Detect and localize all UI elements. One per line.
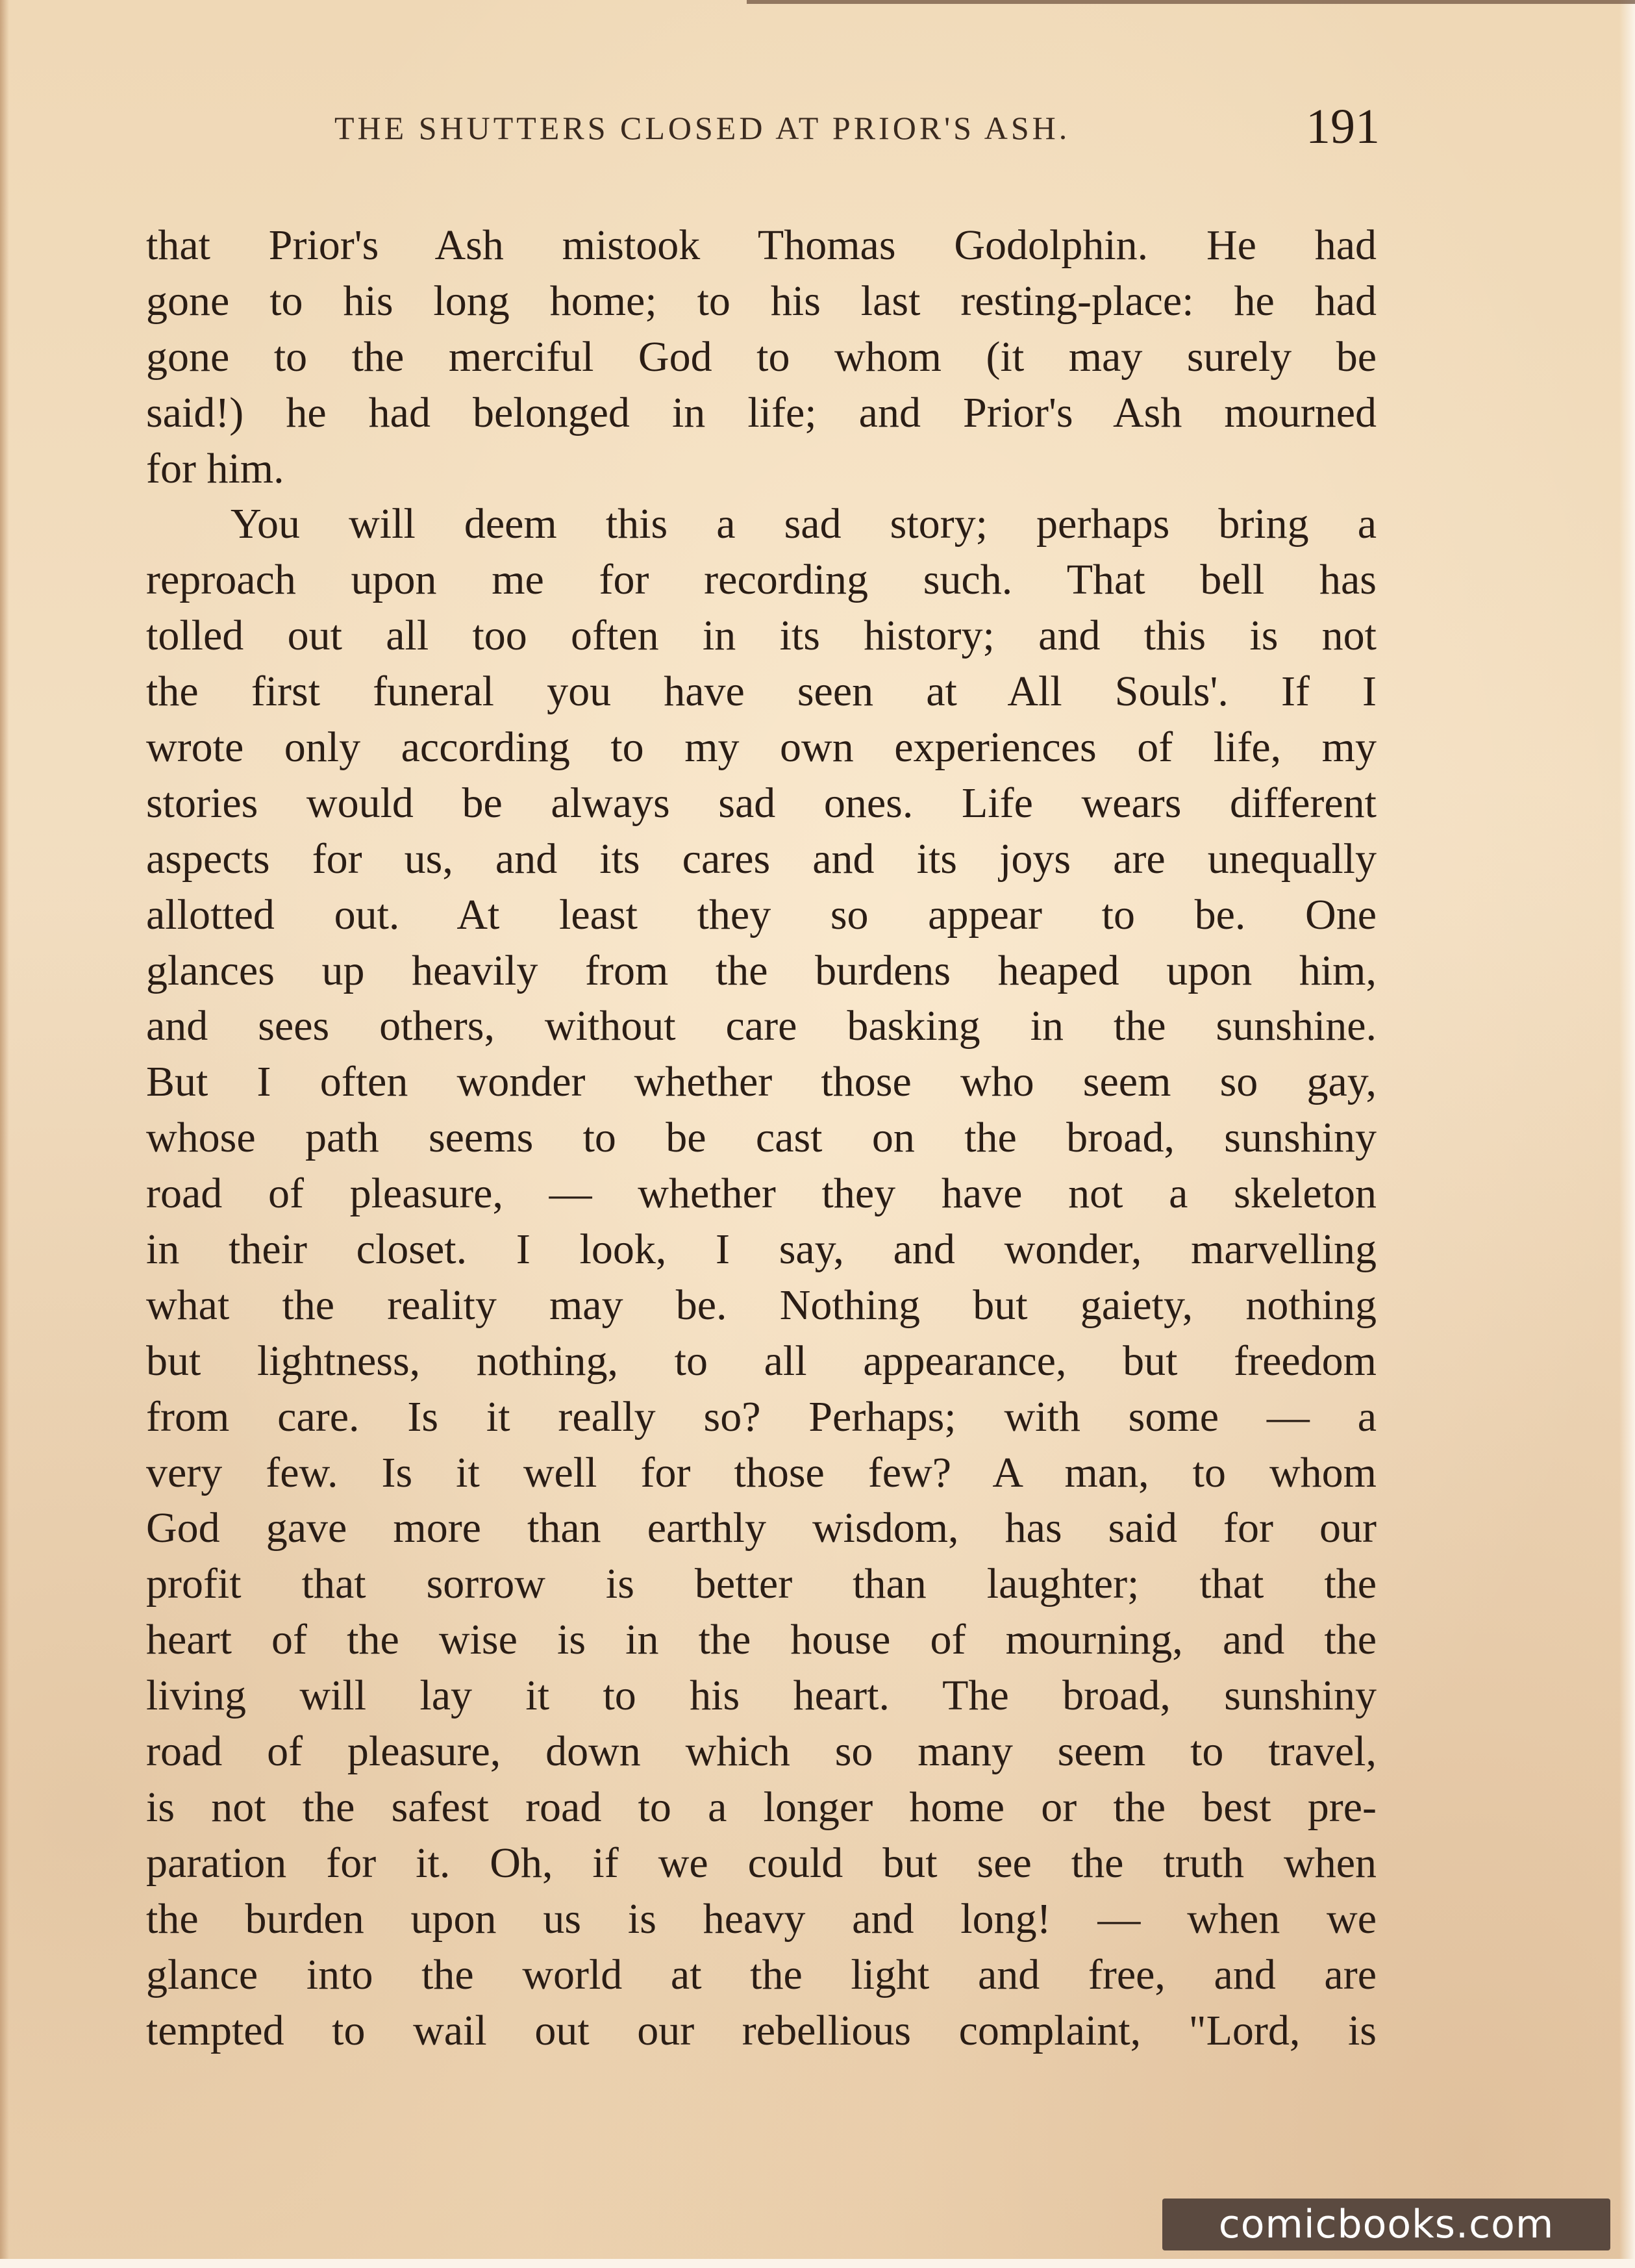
text-line: God gave more than earthly wisdom, has said for our [146,1504,1377,1552]
text-line: the first funeral you have seen at All Souls'. If I [146,668,1377,716]
paragraph-start-line: You will deem this a sad story; perhaps bring a [231,500,1377,548]
text-line: gone to the merciful God to whom (it may surely be [146,333,1377,381]
site-watermark: comicbooks.com [1162,2199,1610,2250]
text-line: tempted to wail out our rebellious complaint, "Lord, is [146,2006,1377,2054]
text-line: glance into the world at the light and free, and are [146,1950,1377,1998]
text-line: wrote only according to my own experiences of life, my [146,724,1377,772]
text-line: tolled out all too often in its history; and this is not [146,612,1377,660]
page-edge-shadow [0,0,9,2268]
text-line: stories would be always sad ones. Life wears different [146,779,1377,827]
page-number: 191 [1306,99,1380,154]
text-line: heart of the wise is in the house of mourning, and the [146,1616,1377,1664]
page-edge-margin [1619,0,1635,2268]
text-line: and sees others, without care basking in the sunshine. [146,1002,1377,1050]
text-line: in their closet. I look, I say, and wonder, marvelling [146,1226,1377,1274]
text-line: profit that sorrow is better than laughter; that the [146,1560,1377,1608]
page-edge-bottom [0,2259,1635,2268]
text-line: reproach upon me for recording such. That bell has [146,556,1377,604]
text-line: gone to his long home; to his last resting-place: he had [146,277,1377,325]
text-line: road of pleasure, down which so many seem to travel, [146,1728,1377,1776]
text-line: allotted out. At least they so appear to be. One [146,890,1377,939]
text-line: paration for it. Oh, if we could but see the truth when [146,1839,1377,1887]
text-line: from care. Is it really so? Perhaps; with some — a [146,1392,1377,1441]
top-rule [747,0,1635,4]
text-line: But I often wonder whether those who seem so gay, [146,1058,1377,1106]
body-text [146,218,1377,2082]
text-line: aspects for us, and its cares and its joys are unequally [146,835,1377,883]
text-line: but lightness, nothing, to all appearance, but freedom [146,1337,1377,1385]
text-line: road of pleasure, — whether they have not a skeleton [146,1170,1377,1218]
text-line: what the reality may be. Nothing but gaiety, nothing [146,1281,1377,1329]
text-line: is not the safest road to a longer home or the best pre- [146,1783,1377,1831]
text-line: the burden upon us is heavy and long! — when we [146,1895,1377,1943]
text-line: glances up heavily from the burdens heaped upon him, [146,946,1377,994]
text-line: said!) he had belonged in life; and Prior's Ash mourned [146,388,1377,436]
running-header: THE SHUTTERS CLOSED AT PRIOR'S ASH. [334,110,1071,146]
text-line: living will lay it to his heart. The broad, sunshiny [146,1672,1377,1720]
text-line: whose path seems to be cast on the broad, sunshiny [146,1114,1377,1162]
text-line: for him. [146,444,284,492]
text-line: very few. Is it well for those few? A man, to whom [146,1448,1377,1496]
text-line: that Prior's Ash mistook Thomas Godolphin. He had [146,221,1377,269]
